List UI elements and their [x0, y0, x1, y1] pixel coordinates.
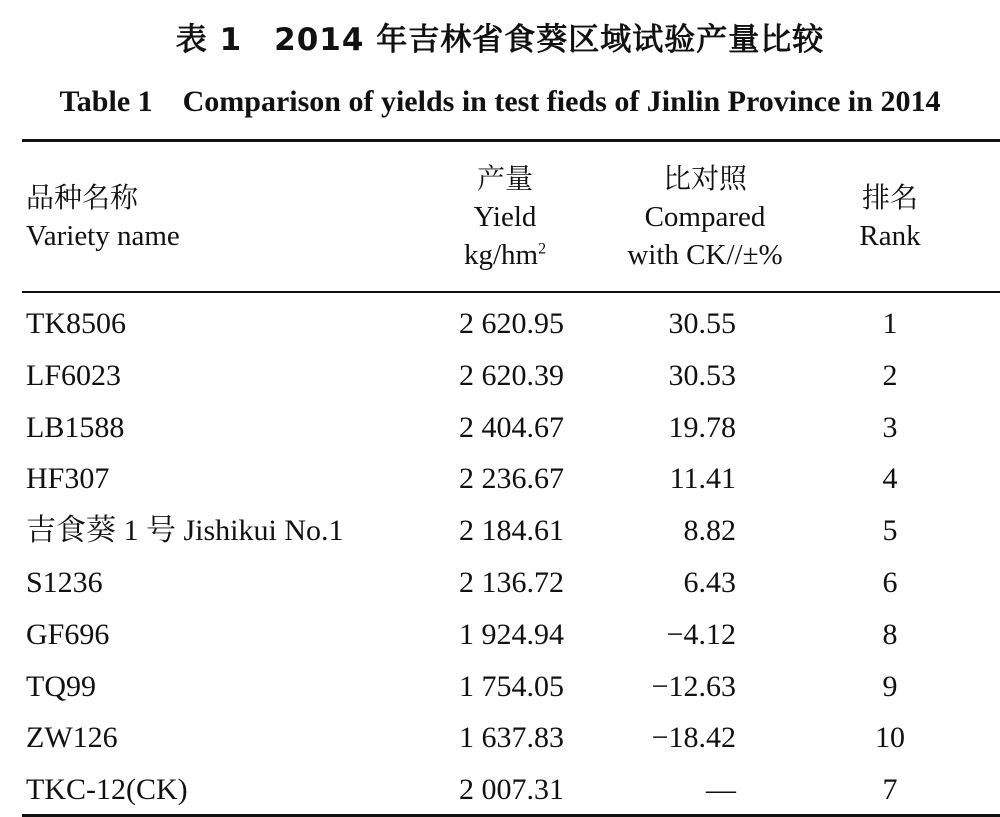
- header-variety-en: Variety name: [26, 219, 180, 252]
- header-yield-en: Yield: [473, 200, 537, 233]
- header-yield: [430, 142, 580, 291]
- cell-rank: 1: [882, 307, 898, 340]
- cell-variety: GF696: [26, 617, 110, 651]
- table-row: [0, 453, 1000, 505]
- header-variety: [26, 142, 426, 291]
- cell-compared: 11.41: [669, 462, 736, 496]
- header-compared-en: Compared: [644, 200, 766, 233]
- cell-yield: 2 236.67: [459, 462, 564, 496]
- cell-compared: −4.12: [666, 617, 736, 651]
- header-compared-en2: with CK//±%: [627, 238, 783, 271]
- cell-rank: 7: [882, 773, 898, 807]
- cell-variety: LB1588: [26, 410, 125, 444]
- cell-variety: LF6023: [26, 358, 122, 392]
- table-row: [0, 764, 1000, 816]
- header-yield-unit: [464, 236, 546, 274]
- cell-rank: 6: [882, 565, 898, 599]
- cell-rank: 2: [882, 358, 898, 392]
- cell-variety: TKC-12(CK): [26, 773, 188, 807]
- cell-yield: 1 924.94: [459, 617, 564, 651]
- header-rank-en: Rank: [859, 219, 921, 252]
- table-row: [0, 298, 1000, 350]
- cell-yield: 2 404.67: [459, 410, 564, 444]
- table-row: [0, 402, 1000, 454]
- cell-compared: 30.53: [668, 358, 736, 392]
- table-row: [0, 350, 1000, 402]
- cell-compared: 30.55: [668, 307, 736, 340]
- cell-yield: 1 637.83: [459, 721, 564, 755]
- table-row: [0, 712, 1000, 764]
- cell-compared: −12.63: [651, 669, 736, 703]
- cell-rank: 8: [882, 617, 898, 651]
- table-header: [0, 142, 1000, 291]
- table-row: [0, 661, 1000, 713]
- cell-yield: 2 620.95: [459, 307, 564, 340]
- header-rank-cn: 排名: [861, 180, 918, 214]
- cell-rank: 10: [875, 721, 905, 755]
- cell-yield: 2 184.61: [459, 514, 564, 548]
- table-body: [0, 298, 1000, 816]
- cell-yield: 2 620.39: [459, 358, 564, 392]
- cell-yield: 2 136.72: [459, 565, 564, 599]
- cell-variety: 吉食葵 1 号 Jishikui No.1: [26, 514, 344, 548]
- header-compared: [590, 142, 820, 291]
- cell-variety: ZW126: [26, 721, 118, 755]
- header-rank: [820, 142, 960, 291]
- cell-yield: 2 007.31: [459, 773, 564, 807]
- cell-compared: —: [706, 773, 736, 807]
- header-variety-cn: 品种名称: [26, 180, 139, 214]
- table-header-rule: [22, 291, 1000, 293]
- cell-variety: TQ99: [26, 669, 96, 703]
- cell-compared: 8.82: [683, 514, 736, 548]
- header-compared-cn: 比对照: [662, 161, 747, 195]
- cell-variety: S1236: [26, 565, 103, 599]
- cell-compared: 19.78: [668, 410, 736, 444]
- header-yield-cn: 产量: [476, 161, 533, 195]
- header-yield-unit-base: kg/hm: [463, 238, 539, 271]
- table-row: [0, 609, 1000, 661]
- header-yield-unit-sup: 2: [538, 239, 547, 257]
- table-row: [0, 557, 1000, 609]
- table-row: [0, 505, 1000, 557]
- cell-rank: 4: [882, 462, 898, 496]
- cell-compared: 6.43: [683, 565, 736, 599]
- cell-variety: HF307: [26, 462, 110, 496]
- cell-rank: 5: [882, 514, 898, 548]
- table-title-chinese: 表 1 2014 年吉林省食葵区域试验产量比较: [175, 22, 825, 58]
- cell-rank: 9: [882, 669, 898, 703]
- cell-variety: TK8506: [26, 307, 126, 340]
- table-title-english: Table 1 Comparison of yields in test fieds of Jinlin Province in 2014: [59, 85, 941, 118]
- cell-rank: 3: [882, 410, 898, 444]
- cell-compared: −18.42: [651, 721, 736, 755]
- cell-yield: 1 754.05: [459, 669, 564, 703]
